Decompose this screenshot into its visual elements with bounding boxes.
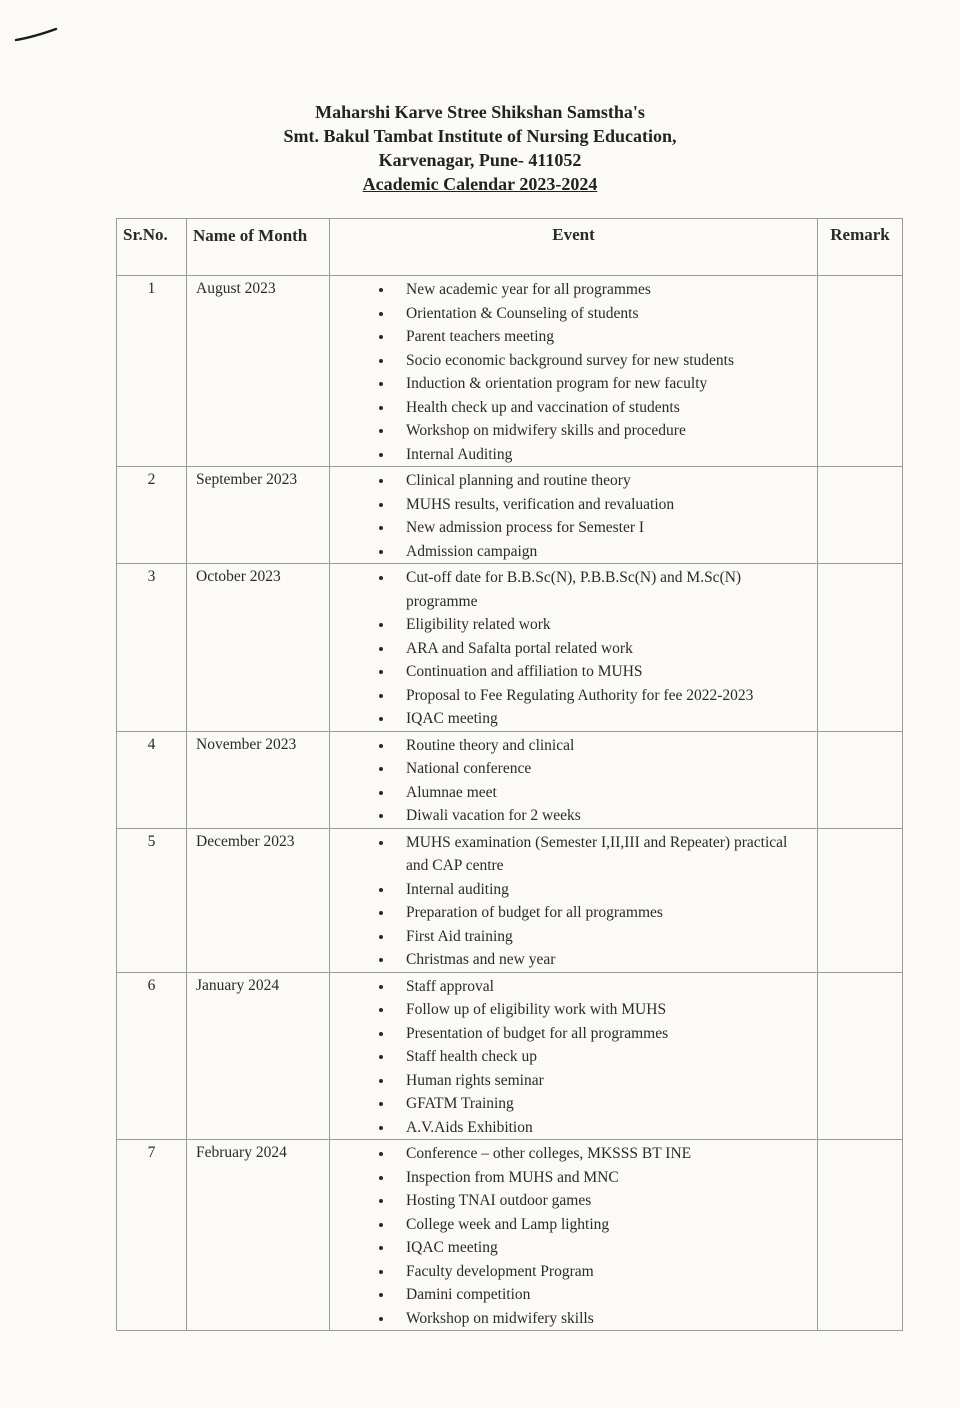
table-row xyxy=(117,276,903,467)
header-sr-no: Sr.No. xyxy=(117,219,187,276)
month-cell: October 2023 xyxy=(187,564,330,732)
event-item: • Diwali vacation for 2 weeks xyxy=(394,804,811,828)
month-cell: September 2023 xyxy=(187,467,330,564)
table-row xyxy=(117,564,903,732)
event-item: • Staff approval xyxy=(394,975,811,999)
event-item: • Induction & orientation program for new faculty xyxy=(394,372,811,396)
event-item: • IQAC meeting xyxy=(394,707,811,731)
event-item: • Inspection from MUHS and MNC xyxy=(394,1166,811,1190)
event-item: • Internal Auditing xyxy=(394,443,811,467)
sr-no-cell: 4 xyxy=(117,731,187,828)
event-item: • Routine theory and clinical xyxy=(394,734,811,758)
sr-no-cell: 5 xyxy=(117,828,187,972)
sr-no-cell: 7 xyxy=(117,1140,187,1331)
event-item: • Admission campaign xyxy=(394,540,811,564)
table-header-row xyxy=(117,219,903,276)
event-list xyxy=(330,975,811,1140)
header-remark: Remark xyxy=(818,219,903,276)
remark-cell xyxy=(818,276,903,467)
event-list xyxy=(330,469,811,563)
remark-cell xyxy=(818,731,903,828)
event-item: • GFATM Training xyxy=(394,1092,811,1116)
table-row xyxy=(117,972,903,1140)
sr-no-cell: 3 xyxy=(117,564,187,732)
event-list xyxy=(330,1142,811,1330)
event-item: • Presentation of budget for all programmes xyxy=(394,1022,811,1046)
month-cell: December 2023 xyxy=(187,828,330,972)
event-cell xyxy=(330,276,818,467)
event-item: • New admission process for Semester I xyxy=(394,516,811,540)
institute-address: Karvenagar, Pune- 411052 xyxy=(378,150,582,170)
event-cell xyxy=(330,467,818,564)
event-item: • ARA and Safalta portal related work xyxy=(394,637,811,661)
sr-no-cell: 2 xyxy=(117,467,187,564)
event-item: • Internal auditing xyxy=(394,878,811,902)
remark-cell xyxy=(818,467,903,564)
sr-no-cell: 1 xyxy=(117,276,187,467)
event-item: • IQAC meeting xyxy=(394,1236,811,1260)
remark-cell xyxy=(818,828,903,972)
pen-stroke-mark xyxy=(14,26,58,44)
header-event: Event xyxy=(330,219,818,276)
event-cell xyxy=(330,828,818,972)
document-header xyxy=(0,100,960,196)
event-cell xyxy=(330,1140,818,1331)
event-cell xyxy=(330,731,818,828)
event-item: • Eligibility related work xyxy=(394,613,811,637)
event-item: • Staff health check up xyxy=(394,1045,811,1069)
event-item: • Hosting TNAI outdoor games xyxy=(394,1189,811,1213)
org-name: Maharshi Karve Stree Shikshan Samstha's xyxy=(315,102,645,122)
table-row xyxy=(117,731,903,828)
event-item: • A.V.Aids Exhibition xyxy=(394,1116,811,1140)
event-list xyxy=(330,734,811,828)
remark-cell xyxy=(818,564,903,732)
event-item: • College week and Lamp lighting xyxy=(394,1213,811,1237)
event-item: • Alumnae meet xyxy=(394,781,811,805)
event-item: • Conference – other colleges, MKSSS BT INE xyxy=(394,1142,811,1166)
event-item: • Socio economic background survey for new students xyxy=(394,349,811,373)
header-month: Name of Month xyxy=(187,219,330,276)
event-item: • Damini competition xyxy=(394,1283,811,1307)
event-item: • Workshop on midwifery skills and procedure xyxy=(394,419,811,443)
month-cell: January 2024 xyxy=(187,972,330,1140)
institute-name: Smt. Bakul Tambat Institute of Nursing Education, xyxy=(283,126,677,146)
event-cell xyxy=(330,564,818,732)
event-item: • Cut-off date for B.B.Sc(N), P.B.B.Sc(N) and M.Sc(N) programme xyxy=(394,566,811,613)
event-item: • MUHS results, verification and revaluation xyxy=(394,493,811,517)
remark-cell xyxy=(818,1140,903,1331)
table-row xyxy=(117,467,903,564)
event-item: • Health check up and vaccination of students xyxy=(394,396,811,420)
table-row xyxy=(117,1140,903,1331)
event-cell xyxy=(330,972,818,1140)
event-item: • MUHS examination (Semester I,II,III and Repeater) practical and CAP centre xyxy=(394,831,811,878)
event-item: • First Aid training xyxy=(394,925,811,949)
table-body xyxy=(117,276,903,1331)
month-cell: August 2023 xyxy=(187,276,330,467)
event-item: • Proposal to Fee Regulating Authority for fee 2022-2023 xyxy=(394,684,811,708)
table-row xyxy=(117,828,903,972)
event-item: • Parent teachers meeting xyxy=(394,325,811,349)
month-cell: November 2023 xyxy=(187,731,330,828)
event-item: • Preparation of budget for all programmes xyxy=(394,901,811,925)
event-list xyxy=(330,278,811,466)
event-list xyxy=(330,831,811,972)
remark-cell xyxy=(818,972,903,1140)
event-list xyxy=(330,566,811,731)
sr-no-cell: 6 xyxy=(117,972,187,1140)
event-item: • Continuation and affiliation to MUHS xyxy=(394,660,811,684)
academic-calendar-table xyxy=(116,218,903,1331)
calendar-title: Academic Calendar 2023-2024 xyxy=(362,174,598,194)
event-item: • Follow up of eligibility work with MUHS xyxy=(394,998,811,1022)
event-item: • Faculty development Program xyxy=(394,1260,811,1284)
event-item: • Clinical planning and routine theory xyxy=(394,469,811,493)
event-item: • Human rights seminar xyxy=(394,1069,811,1093)
event-item: • National conference xyxy=(394,757,811,781)
month-cell: February 2024 xyxy=(187,1140,330,1331)
event-item: • Christmas and new year xyxy=(394,948,811,972)
event-item: • New academic year for all programmes xyxy=(394,278,811,302)
event-item: • Workshop on midwifery skills xyxy=(394,1307,811,1331)
event-item: • Orientation & Counseling of students xyxy=(394,302,811,326)
